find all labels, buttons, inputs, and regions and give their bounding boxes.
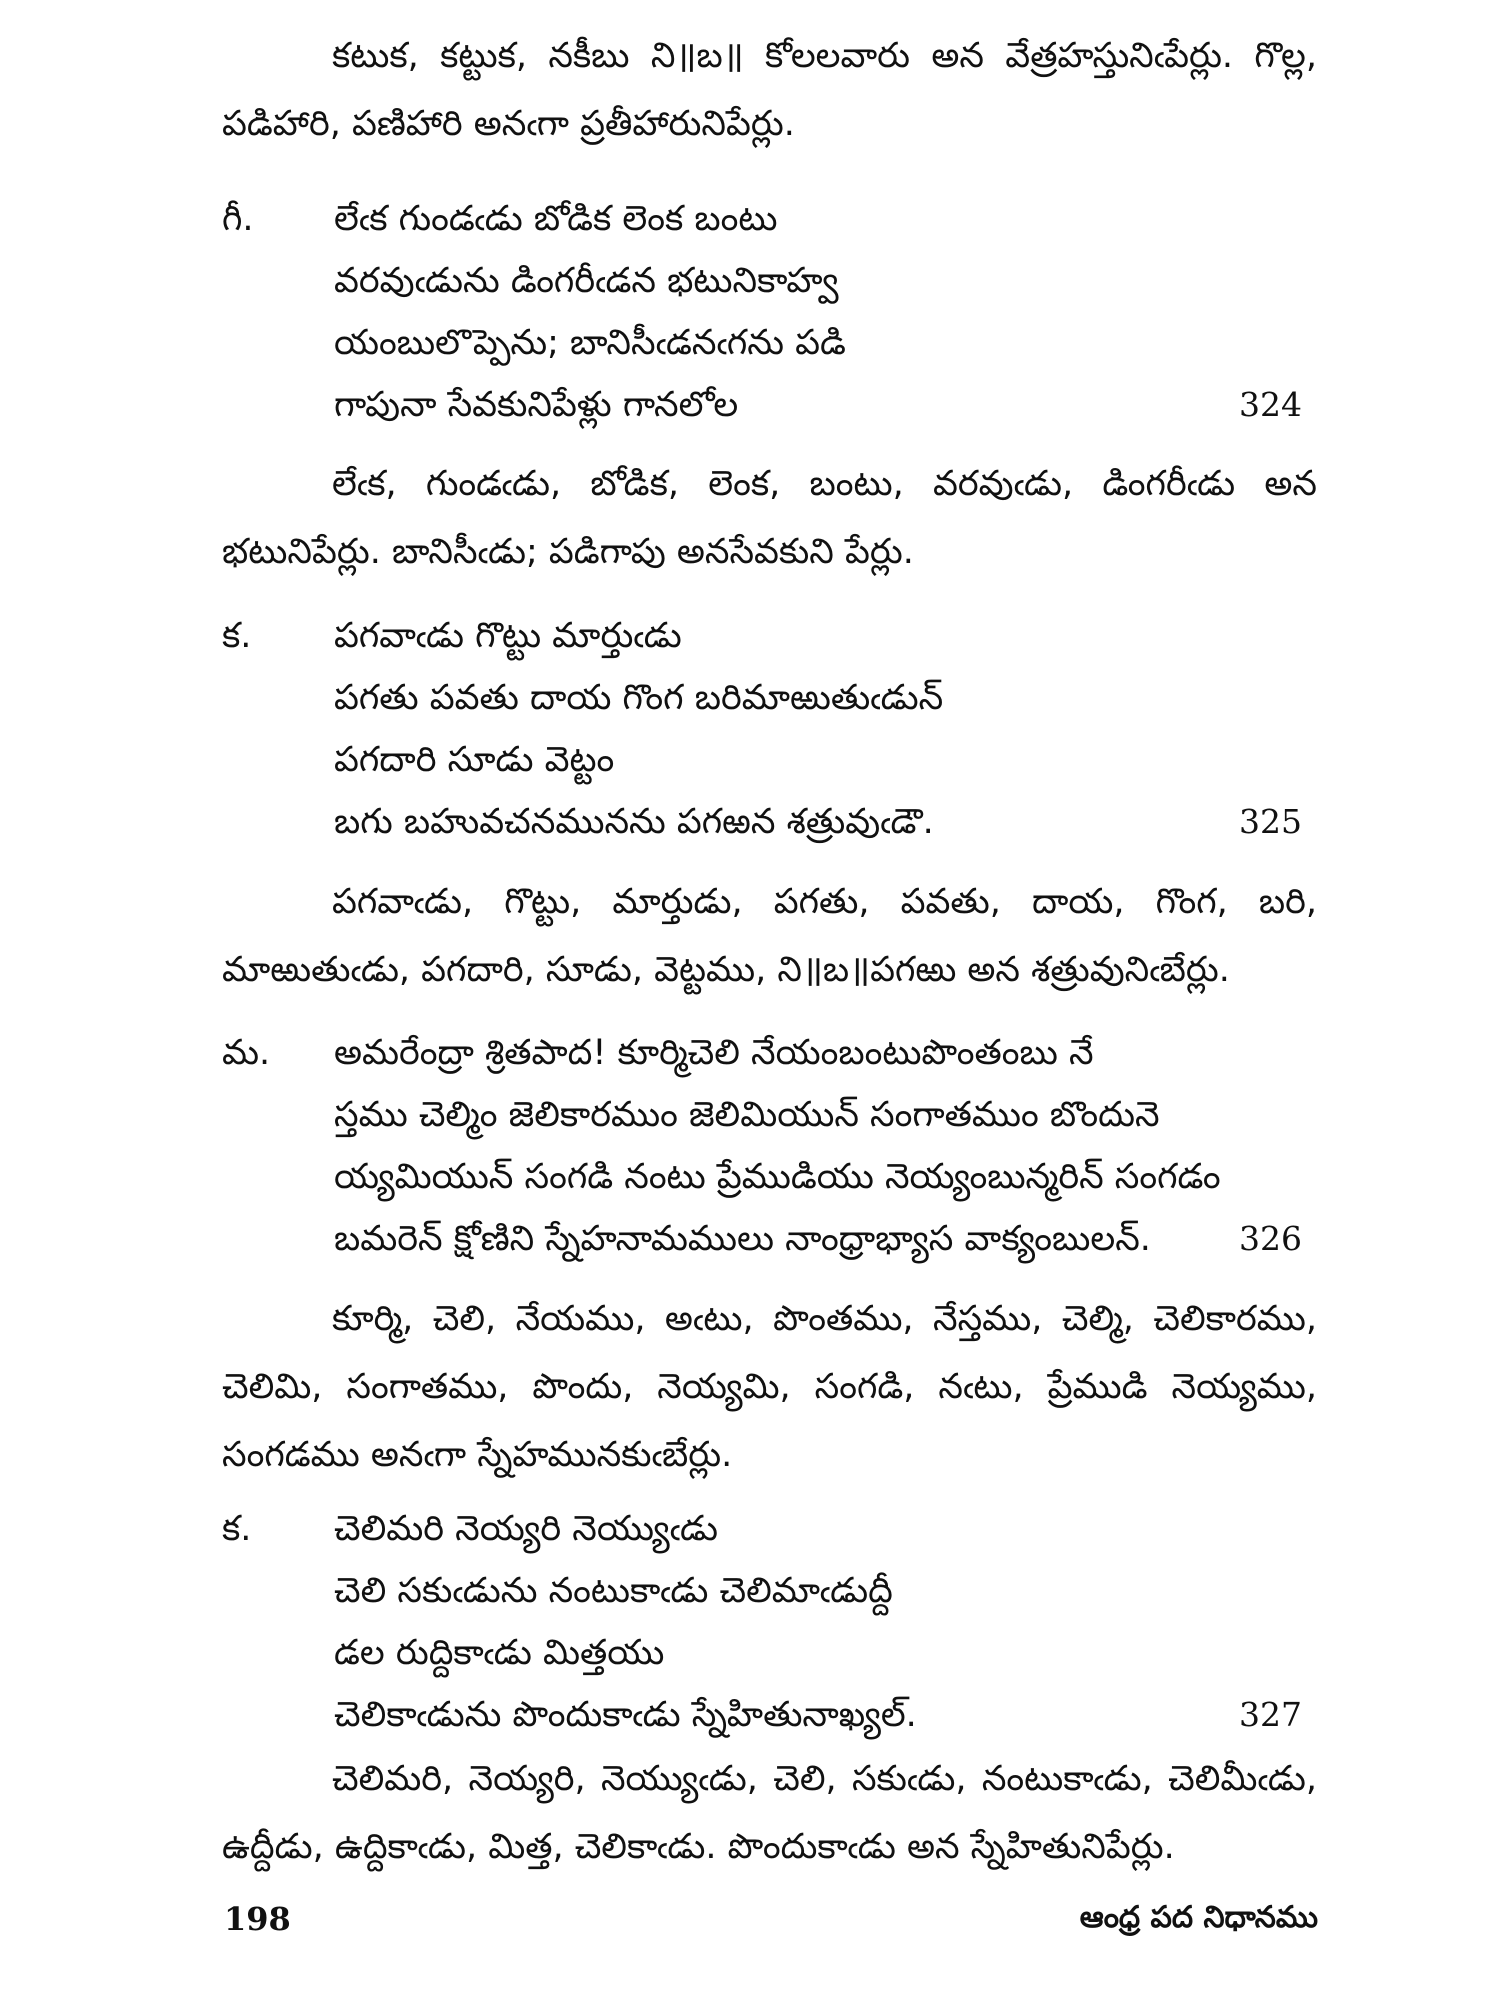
verse-line: బమరెన్ క్షోణిని స్నేహనామములు నాంధ్రాభ్యాస వాక్యంబులన్. <box>334 1219 1151 1259</box>
verse-number: 325 <box>1239 802 1302 841</box>
prose-paragraph: కూర్మి, చెలి, నేయము, అఁటు, పొంతము, నేస్తము, చెల్మి, చెలికారము, చెలిమి, సంగాతము, పొందు, నెయ్యమి, సంగడి, నఁటు, ప్రేముడి నెయ్యము, సంగడము అనఁగా స్నేహమునకుఁబేర్లు. <box>222 1299 1317 1475</box>
verse-line: డల రుద్దికాఁడు మిత్తయు <box>334 1633 665 1673</box>
verse-line: చెలిమరి నెయ్యరి నెయ్యుఁడు <box>334 1509 719 1549</box>
running-footer-title: ఆంధ్ర పద నిధానము <box>1079 1900 1318 1935</box>
verse-line: పగతు పవతు దాయ గొంగ బరిమాఱుతుఁడున్ <box>334 678 944 718</box>
prose-paragraph: పగవాఁడు, గొట్టు, మార్తుడు, పగతు, పవతు, దాయ, గొంగ, బరి, మాఱుతుఁడు, పగదారి, సూడు, వెట్టము, ని॥బ॥పగఱు అన శత్రువునిఁబేర్లు. <box>222 882 1317 990</box>
prose-paragraph: కటుక, కట్టుక, నకీబు ని॥బ॥ కోలలవారు అన వేత్రహస్తునిఁపేర్లు. గొల్ల, పడిహారి, పణిహారి అనఁగా ప్రతీహారునిపేర్లు. <box>222 36 1317 144</box>
verse-number: 327 <box>1239 1695 1302 1734</box>
verse-line: పగదారి సూడు వెట్టం <box>334 740 615 780</box>
verse-line: య్యమియున్ సంగడి నంటు ప్రేముడియు నెయ్యంబున్మరిన్ సంగడం <box>334 1157 1221 1197</box>
verse-meter-label: గీ. <box>222 199 254 239</box>
verse-meter-label: క. <box>222 616 252 656</box>
verse-line: పగవాఁడు గొట్టు మార్తుఁడు <box>334 616 682 656</box>
verse-line: అమరేంద్రా శ్రితపాద! కూర్మిచెలి నేయంబంటుపొంతంబు నే <box>334 1033 1094 1073</box>
verse-meter-label: క. <box>222 1509 252 1549</box>
prose-paragraph: చెలిమరి, నెయ్యరి, నెయ్యుఁడు, చెలి, సకుఁడు, నంటుకాఁడు, చెలిమీఁడు, ఉద్దీడు, ఉద్దికాఁడు, మిత్త, చెలికాఁడు. పొందుకాఁడు అన స్నేహితునిపేర్లు. <box>222 1759 1317 1867</box>
verse-meter-label: మ. <box>222 1033 271 1073</box>
verse-number: 326 <box>1239 1219 1302 1258</box>
verse-line: స్తము చెల్మిం జెలికారముం జెలిమియున్ సంగాతముం బొందునె <box>334 1095 1160 1135</box>
verse-line: యంబులొప్పెను; బానిసీఁడనఁగను పడి <box>334 323 846 363</box>
verse-line: గాపునా సేవకునిపేళ్లు గానలోల <box>334 385 739 425</box>
verse-line: బగు బహువచనమునను పగఱన శత్రువుఁడౌ. <box>334 802 934 842</box>
verse-line: వరవుఁడును డింగరీఁడన భటునికాహ్వ <box>334 261 839 301</box>
prose-paragraph: లేఁక, గుండఁడు, బోడిక, లెంక, బంటు, వరవుఁడు, డింగరీఁడు అన భటునిపేర్లు. బానిసీఁడు; పడిగాపు అనసేవకుని పేర్లు. <box>222 464 1317 572</box>
page-number: 198 <box>224 1900 291 1938</box>
verse-number: 324 <box>1239 385 1302 424</box>
verse-line: లేఁక గుండఁడు బోడిక లెంక బంటు <box>334 199 778 239</box>
verse-line: చెలికాఁడును పొందుకాఁడు స్నేహితునాఖ్యల్. <box>334 1695 917 1735</box>
verse-line: చెలి సకుఁడును నంటుకాఁడు చెలిమాఁడుద్దీ <box>334 1571 893 1611</box>
